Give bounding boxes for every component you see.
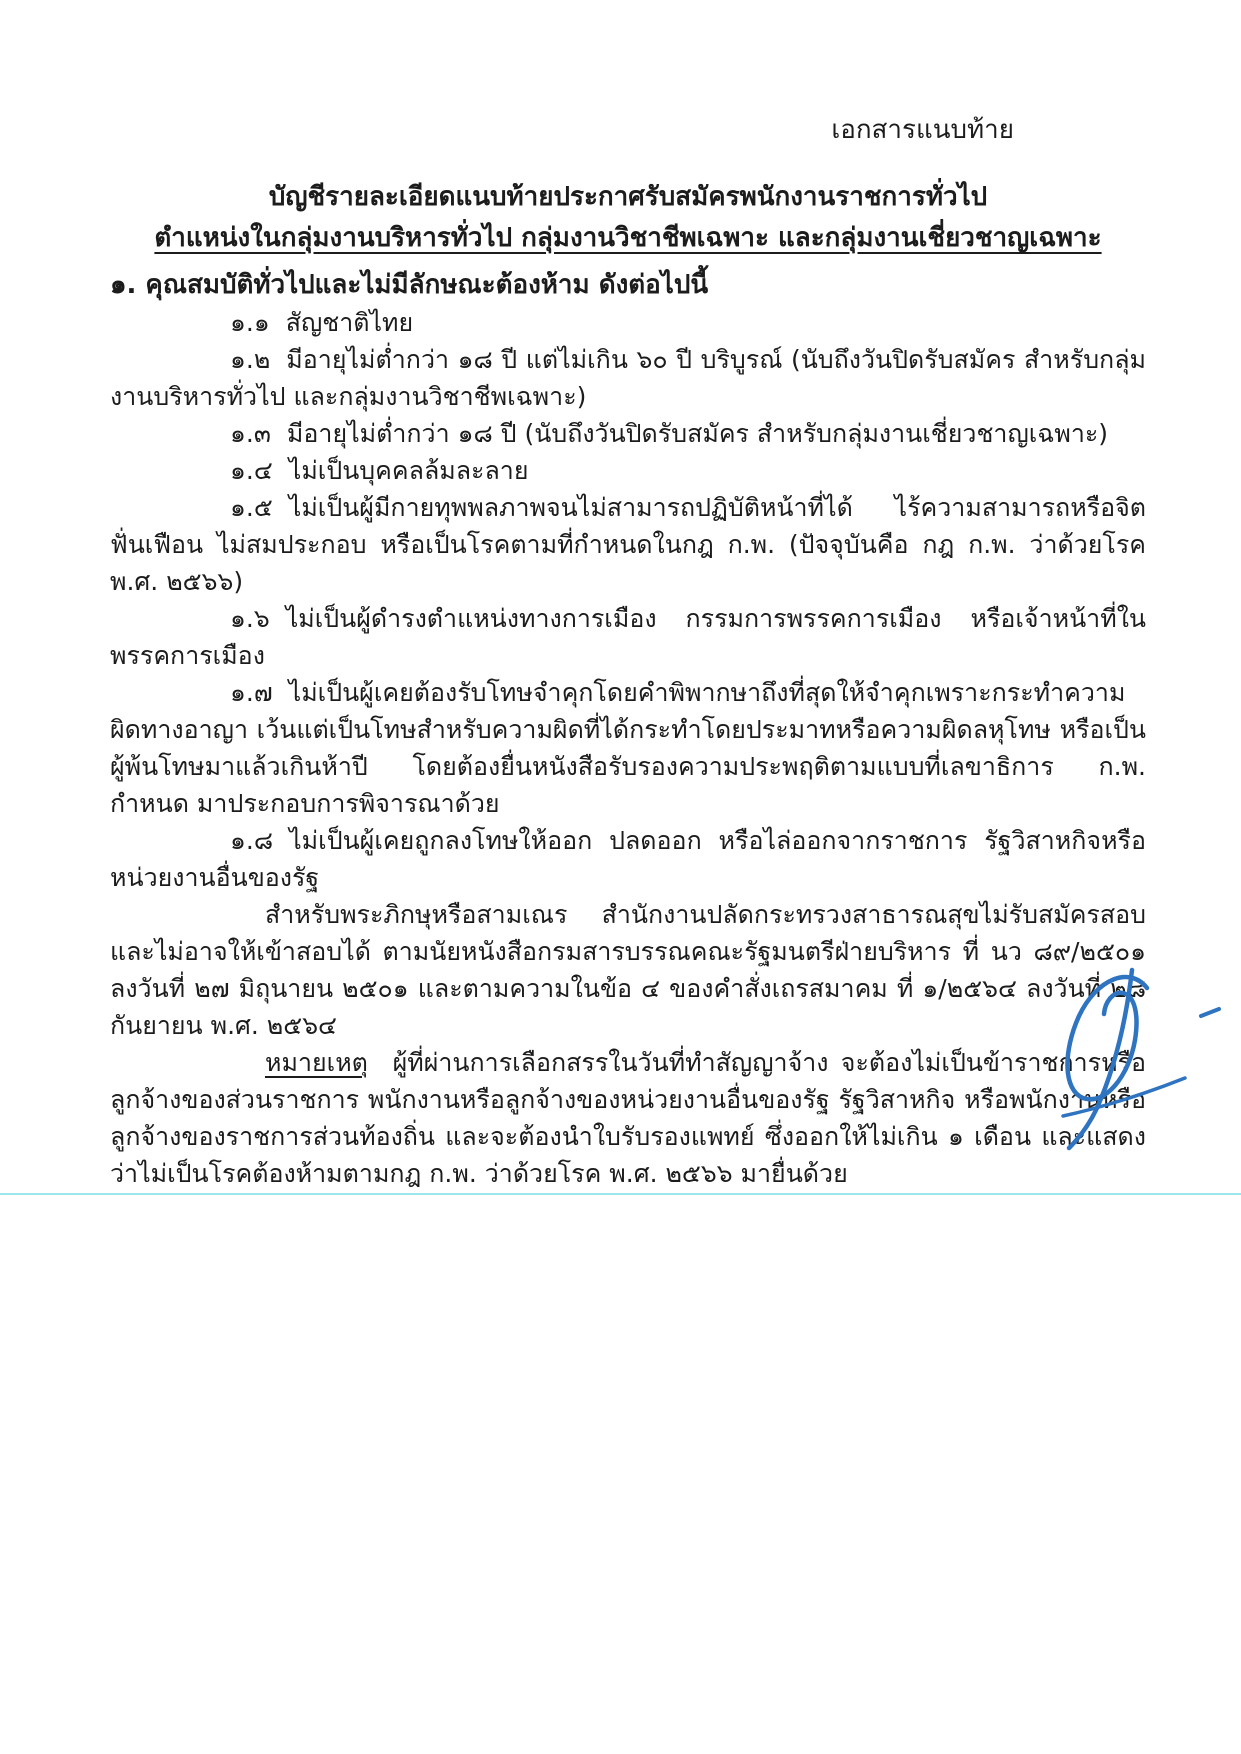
- section-heading: ๑. คุณสมบัติทั่วไปและไม่มีลักษณะต้องห้าม ดังต่อไปนี้: [110, 270, 709, 300]
- page-divider-line: [0, 1193, 1241, 1195]
- remark-paragraph: [110, 1044, 1146, 1192]
- list-item-1-6: [110, 600, 1146, 674]
- document-title: บัญชีรายละเอียดแนบท้ายประกาศรับสมัครพนักงานราชการทั่วไป: [268, 182, 988, 212]
- corner-label: เอกสารแนบท้าย: [831, 115, 1014, 145]
- list-item-1-4: [110, 452, 1146, 489]
- item-number: ๑.๕: [230, 493, 273, 522]
- list-item-1-8: [110, 822, 1146, 896]
- list-item-1-5: [110, 489, 1146, 600]
- list-item-1-3: [110, 415, 1146, 452]
- list-item-1-2: [110, 341, 1146, 415]
- item-text: ไม่เป็นผู้เคยต้องรับโทษจำคุกโดยคำพิพากษาถึงที่สุดให้จำคุกเพราะกระทำความผิดทางอาญา เว้นแต่เป็นโทษสำหรับความผิดที่ได้กระทำโดยประมาทหรือความผิดลหุโทษ หรือเป็นผู้พ้นโทษมาแล้วเกินห้าปี โดยต้องยื่นหนังสือรับรองความประพฤติตามแบบที่เลขาธิการ ก.พ. กำหนด มาประกอบการพิจารณาด้วย: [110, 678, 1146, 818]
- list-item-1-1: [110, 304, 1146, 341]
- handwritten-signature: [1005, 958, 1230, 1153]
- item-text: ไม่เป็นบุคคลล้มละลาย: [288, 456, 529, 485]
- monk-note-paragraph: สำหรับพระภิกษุหรือสามเณร สำนักงานปลัดกระทรวงสาธารณสุขไม่รับสมัครสอบและไม่อาจให้เข้าสอบได้ ตามนัยหนังสือกรมสารบรรณคณะรัฐมนตรีฝ่ายบริหาร ที่ นว ๘๙/๒๕๐๑ ลงวันที่ ๒๗ มิถุนายน ๒๕๐๑ และตามความในข้อ ๔ ของคำสั่งเถรสมาคม ที่ ๑/๒๕๖๔ ลงวันที่ ๒๘ กันยายน พ.ศ. ๒๕๖๔: [110, 900, 1146, 1040]
- remark-label: หมายเหตุ: [265, 1048, 368, 1077]
- item-text: มีอายุไม่ต่ำกว่า ๑๘ ปี (นับถึงวันปิดรับสมัคร สำหรับกลุ่มงานเชี่ยวชาญเฉพาะ): [286, 419, 1109, 448]
- item-number: ๑.๒: [230, 345, 271, 374]
- remark-text: ผู้ที่ผ่านการเลือกสรรในวันที่ทำสัญญาจ้าง จะต้องไม่เป็นข้าราชการหรือลูกจ้างของส่วนราชการ พนักงานหรือลูกจ้างของหน่วยงานอื่นของรัฐ รัฐวิสาหกิจ หรือพนักงานหรือลูกจ้างของราชการส่วนท้องถิ่น และจะต้องนำใบรับรองแพทย์ ซึ่งออกให้ไม่เกิน ๑ เดือน และแสดงว่าไม่เป็นโรคต้องห้ามตามกฎ ก.พ. ว่าด้วยโรค พ.ศ. ๒๕๖๖ มายื่นด้วย: [110, 1048, 1146, 1188]
- item-text: ไม่เป็นผู้เคยถูกลงโทษให้ออก ปลดออก หรือไล่ออกจากราชการ รัฐวิสาหกิจหรือหน่วยงานอื่นของรัฐ: [110, 826, 1146, 892]
- document-subtitle: ตำแหน่งในกลุ่มงานบริหารทั่วไป กลุ่มงานวิชาชีพเฉพาะ และกลุ่มงานเชี่ยวชาญเฉพาะ: [154, 223, 1102, 253]
- item-number: ๑.๑: [230, 308, 270, 337]
- item-number: ๑.๓: [230, 419, 271, 448]
- item-text: สัญชาติไทย: [285, 308, 414, 337]
- item-number: ๑.๘: [230, 826, 274, 855]
- item-number: ๑.๗: [230, 678, 273, 707]
- item-text: มีอายุไม่ต่ำกว่า ๑๘ ปี แต่ไม่เกิน ๖๐ ปี บริบูรณ์ (นับถึงวันปิดรับสมัคร สำหรับกลุ่มงานบริหารทั่วไป และกลุ่มงานวิชาชีพเฉพาะ): [110, 345, 1146, 411]
- list-item-1-7: [110, 674, 1146, 822]
- item-number: ๑.๔: [230, 456, 273, 485]
- item-number: ๑.๖: [230, 604, 270, 633]
- item-text: ไม่เป็นผู้ดำรงตำแหน่งทางการเมือง กรรมการพรรคการเมือง หรือเจ้าหน้าที่ในพรรคการเมือง: [110, 604, 1146, 670]
- item-text: ไม่เป็นผู้มีกายทุพพลภาพจนไม่สามารถปฏิบัติหน้าที่ได้ ไร้ความสามารถหรือจิตฟั่นเฟือน ไม่สมประกอบ หรือเป็นโรคตามที่กำหนดในกฎ ก.พ. (ปัจจุบันคือ กฎ ก.พ. ว่าด้วยโรค พ.ศ. ๒๕๖๖): [110, 493, 1146, 596]
